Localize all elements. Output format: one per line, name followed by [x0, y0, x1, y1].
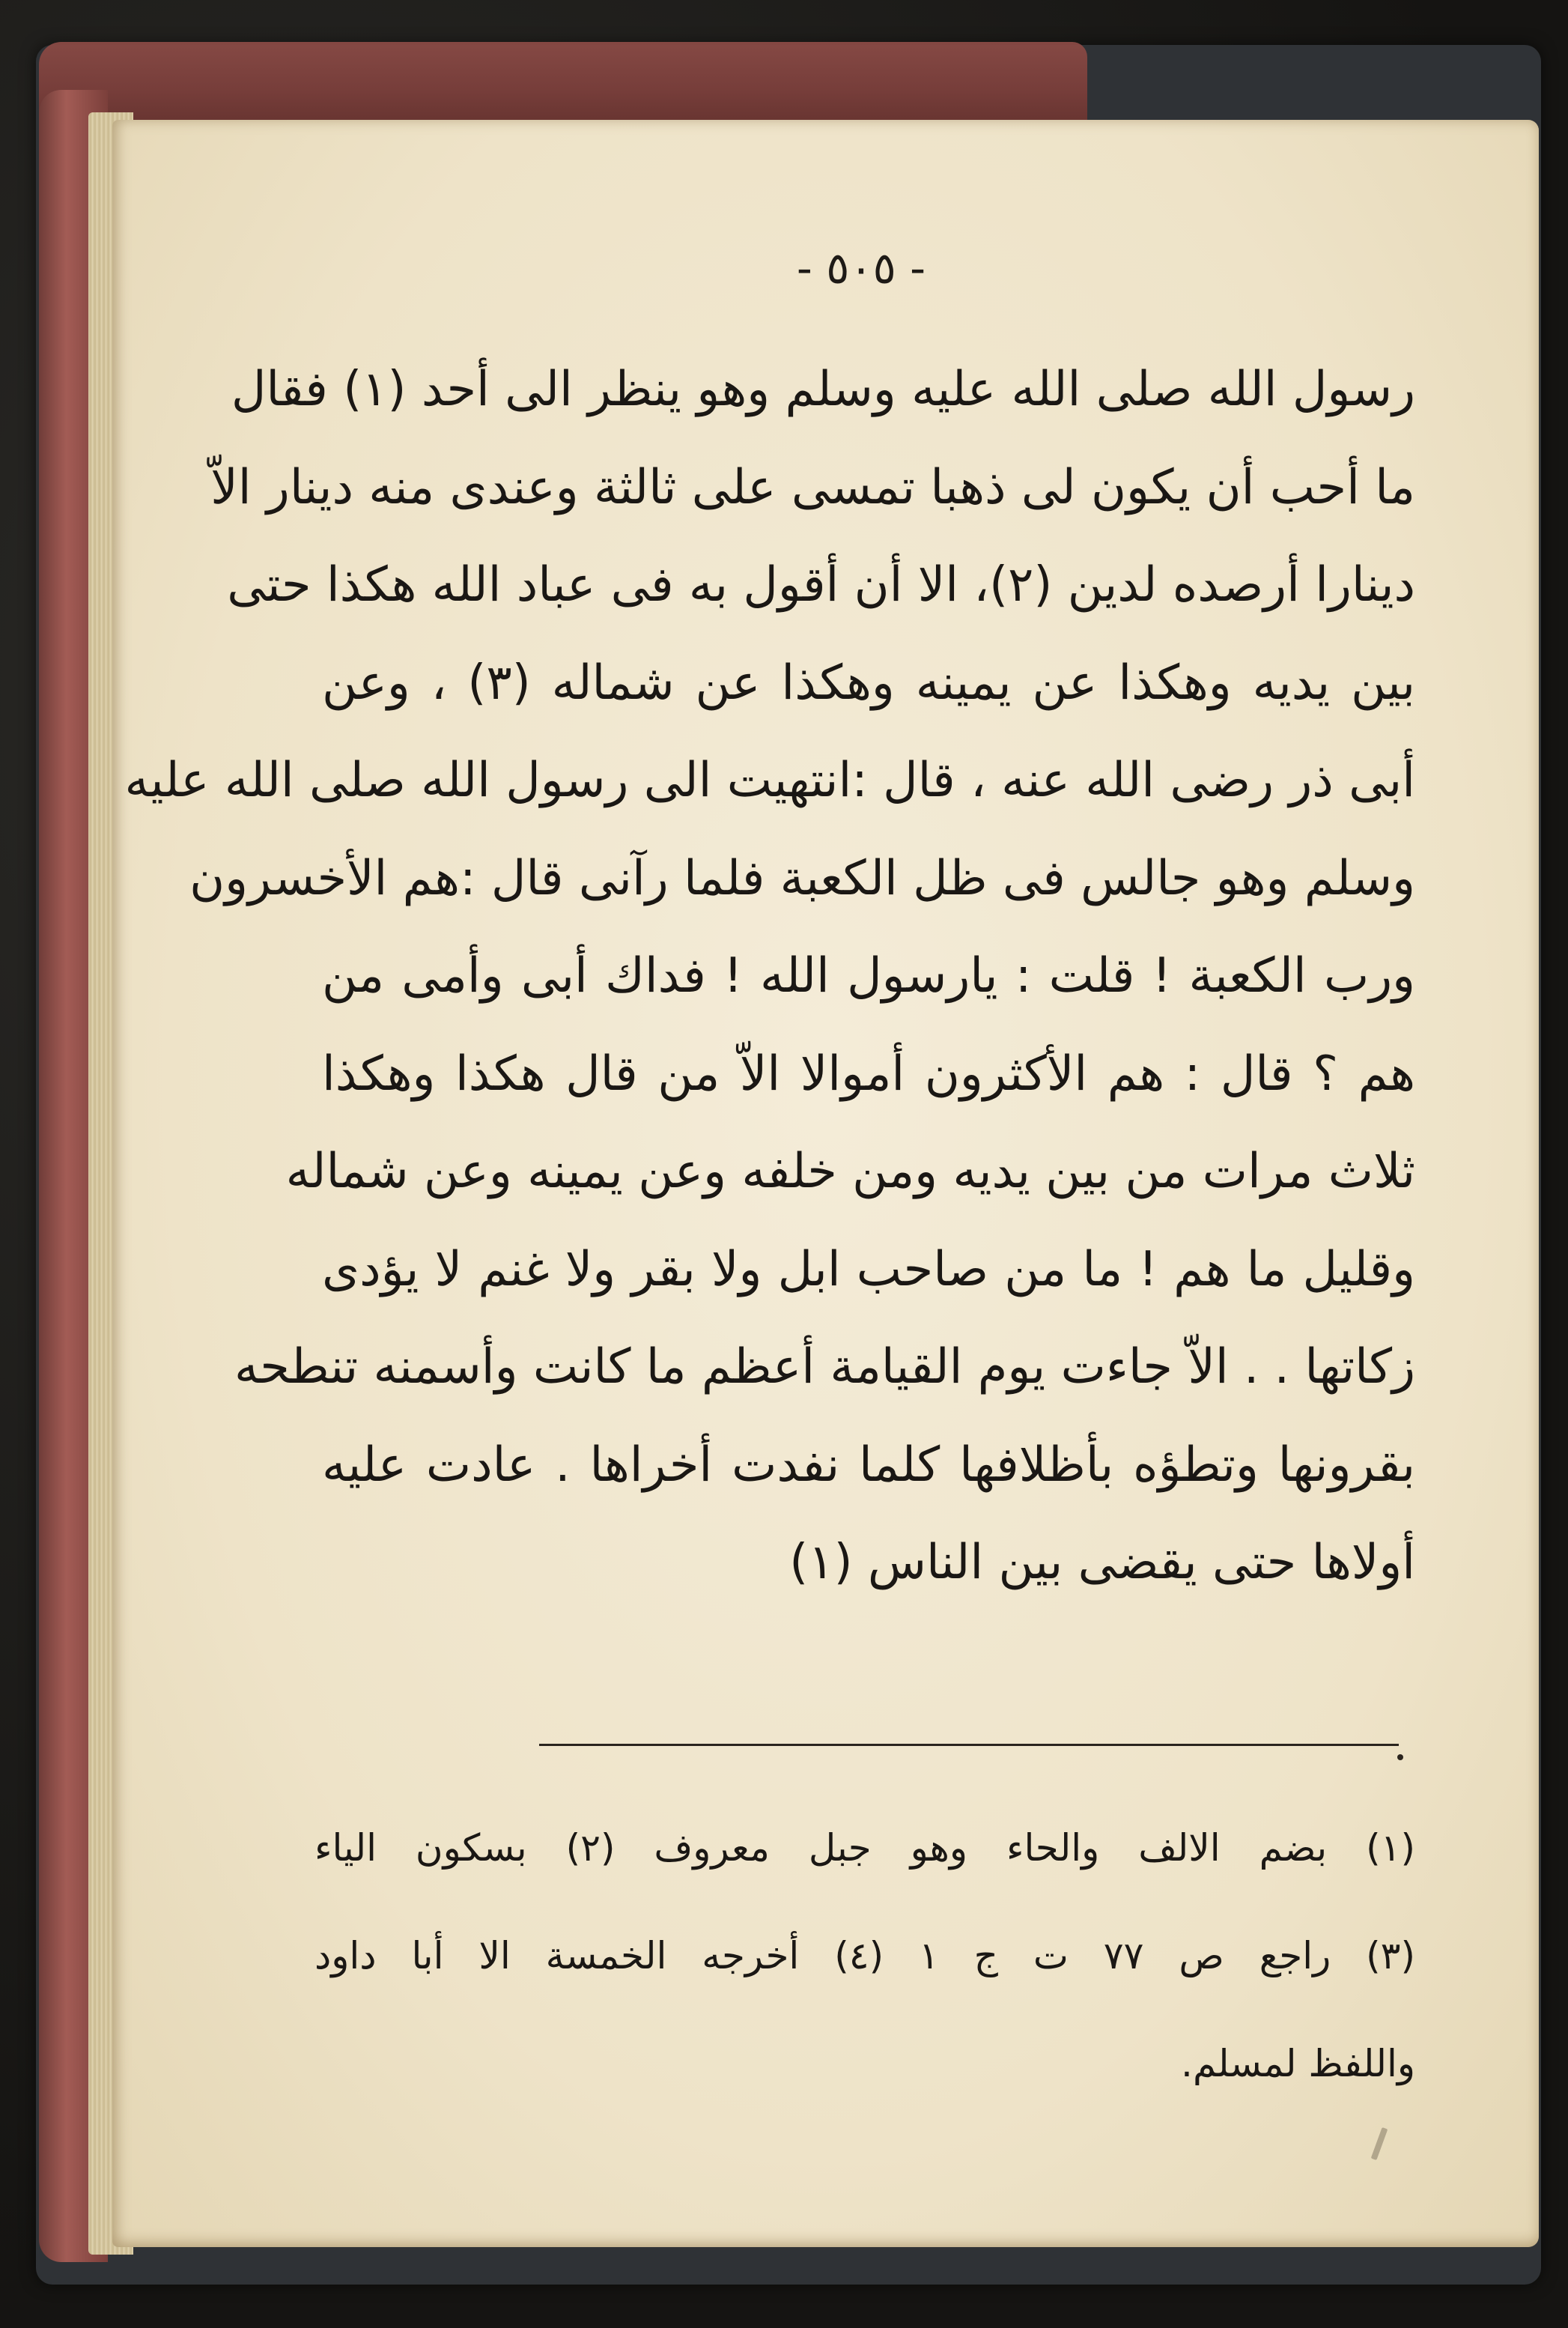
- footnote-divider: [539, 1744, 1399, 1746]
- body-line: وقليل ما هم ! ما من صاحب ابل ولا بقر ولا غنم لا يؤدى: [322, 1241, 1415, 1297]
- footnote-line: (١) بضم الالف والحاء وهو جبل معروف (٢) بسكون الياء: [314, 1826, 1415, 1870]
- body-line: بين يديه وهكذا عن يمينه وهكذا عن شماله (٣) ، وعن: [322, 655, 1416, 711]
- footnote-line: (٣) راجع ص ٧٧ ت ج ١ (٤) أخرجه الخمسة الا أبا داود: [314, 1934, 1415, 1977]
- page-number: - ٥٠٥ -: [796, 243, 926, 294]
- body-line: زكاتها . . الاّ جاءت يوم القيامة أعظم ما كانت وأسمنه تنطحه: [234, 1339, 1415, 1395]
- book-cover-top-edge: [39, 42, 1087, 124]
- body-line: دينارا أرصده لدين (٢)، الا أن أقول به فى عباد الله هكذا حتى: [227, 557, 1415, 613]
- footnote-line-last: واللفظ لمسلم.: [1181, 2042, 1415, 2085]
- footnotes: [314, 1794, 1415, 2118]
- body-line: وسلم وهو جالس فى ظل الكعبة فلما رآنى قال :هم الأخسرون: [189, 850, 1415, 906]
- body-line: ما أحب أن يكون لى ذهبا تمسى على ثالثة وعندى منه دينار الاّ: [210, 459, 1415, 515]
- body-line: بقرونها وتطؤه بأظلافها كلما نفدت أخراها . عادت عليه: [322, 1437, 1415, 1493]
- body-line: رسول الله صلى الله عليه وسلم وهو ينظر الى أحد (١) فقال: [231, 362, 1415, 417]
- body-text: [124, 341, 1416, 1612]
- body-line: ورب الكعبة ! قلت : يارسول الله ! فداك أبى وأمى من: [322, 948, 1415, 1004]
- body-line-last: أولاها حتى يقضى بين الناس (١): [789, 1535, 1415, 1590]
- footnote-divider-dot: [1397, 1754, 1403, 1760]
- body-line: هم ؟ قال : هم الأكثرون أموالا الاّ من قال هكذا وهكذا: [322, 1046, 1415, 1102]
- body-line: أبى ذر رضى الله عنه ، قال :انتهيت الى رسول الله صلى الله عليه: [124, 753, 1415, 808]
- body-line: ثلاث مرات من بين يديه ومن خلفه وعن يمينه وعن شماله: [285, 1144, 1415, 1199]
